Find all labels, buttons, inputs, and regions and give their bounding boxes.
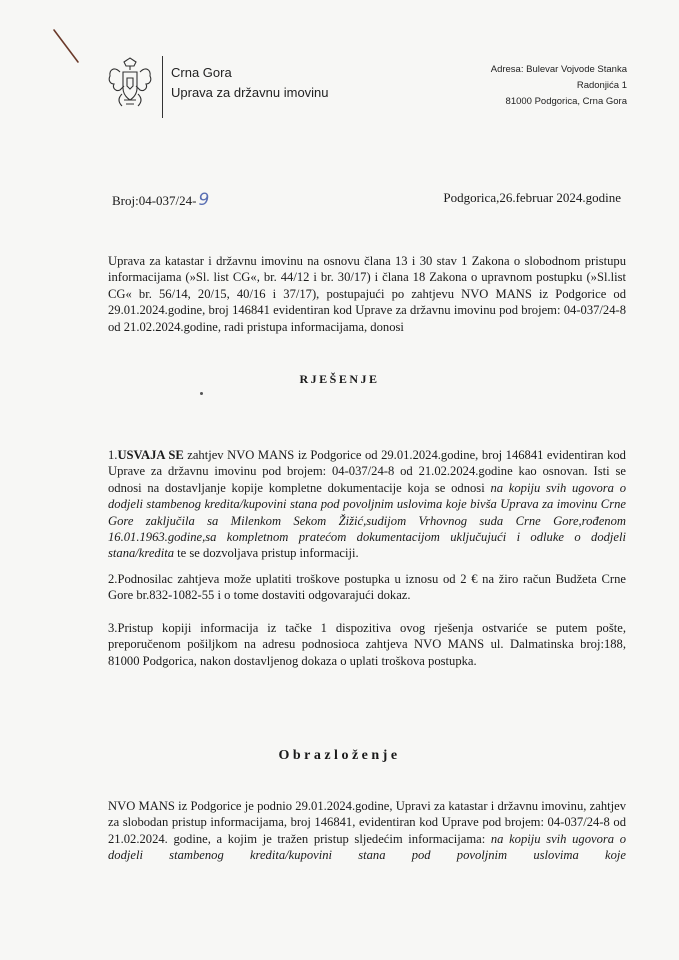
org-country: Crna Gora: [171, 65, 232, 80]
decision-heading: RJEŠENJE: [299, 372, 380, 386]
intro-paragraph: Uprava za katastar i državnu imovinu na osnovu člana 13 i 30 stav 1 Zakona o slobodnom pristupu informacijama (»Sl. list CG«, br. 44/12 i br. 30/17) i člana 18 Zakona o upravnom postupku (»Sl.list CG« br. 56/14, 20/15, 40/16 i 37/17), postupajući po zahtjevu NVO MANS iz Podgorice od 29.01.2024.godine, broj 146841 evidentiran kod Uprave za državnu imovinu pod brojem: 04-037/24-8 od 21.02.2024.godine, radi pristupa informacijama, donosi: [108, 254, 626, 334]
item1-text-a: zahtjev NVO MANS iz Podgorice od 29.01.2024.godine, broj 146841 evidentiran kod Uprave za državnu imovinu pod brojem: 04-037/24-8 od 21.02.2024.godine kao osnovan. Isti se odnosi na dostavljanje kopije kompletne dokumentacije koja se odnosi: [108, 448, 626, 495]
decision-item-3: 3.Pristup kopiji informacija iz tačke 1 dispozitiva ovog rješenja ostvariće se putem pošte, preporučenom pošiljkom na adresu podnosioca zahtjeva NVO MANS ul. Dalmatinska broj:188, 81000 Podgorica, nakon dostavljenog dokaza o uplati troškova postupka.: [108, 621, 626, 668]
address-line-3: 81000 Podgorica, Crna Gora: [505, 96, 627, 107]
org-agency: Uprava za državnu imovinu: [171, 85, 329, 100]
place-date: Podgorica,26.februar 2024.godine: [443, 190, 621, 205]
address-block: [367, 62, 627, 110]
pen-stroke-mark: [48, 26, 88, 66]
address-line-1: Adresa: Bulevar Vojvode Stanka: [490, 64, 627, 75]
item1-italic: na kopiju svih ugovora o dodjeli stambenog kredita/kupovini stana pod povoljnim uslovima koje bivša Uprava za imovinu Crne Gore zaključila sa Milenkom Sekom Žižić,sudijom Vrhovnog suda Crne Gore,rođenom 16.01.1963.godine,sa kompletnom pratećom dokumentacijom uključujući i odluke o dodjeli stana/kredita: [108, 480, 626, 561]
item1-lead: USVAJA SE: [117, 448, 184, 462]
reasoning-paragraph: [108, 798, 626, 864]
decision-item-2: 2.Podnosilac zahtjeva može uplatiti troškove postupka u iznosu od 2 € na žiro račun Budžeta Crne Gore br.832-1082-55 i o tome dostaviti odgovarajući dokaz.: [108, 572, 626, 603]
stray-mark: [200, 392, 203, 395]
reasoning-text: NVO MANS iz Podgorice je podnio 29.01.2024.godine, Upravi za katastar i državnu imovinu, zahtjev za slobodan pristup informacijama, broj 146841, evidentiran kod Uprave pod brojem: 04-037/24-8 od 21.02.2024. godine, a kojim je tražen pristup sljedećim informacijama:: [108, 799, 626, 846]
address-line-2: Radonjića 1: [576, 80, 627, 91]
item1-number: 1.: [108, 448, 118, 462]
coat-of-arms-icon: [106, 56, 154, 110]
organization-name: [171, 63, 329, 103]
item1-text-b: te se dozvoljava pristup informaciji.: [174, 546, 359, 561]
reference-number: [112, 190, 209, 210]
reasoning-italic: na kopiju svih ugovora o dodjeli stambenog kredita/kupovini stana pod povoljnim uslovima koje: [108, 831, 627, 863]
reference-number-text: Broj:04-037/24-: [112, 193, 197, 208]
decision-item-1: [108, 447, 626, 562]
reasoning-heading: Obrazloženje: [278, 748, 401, 763]
header-divider: [162, 56, 163, 118]
handwritten-number: 9: [198, 190, 210, 210]
